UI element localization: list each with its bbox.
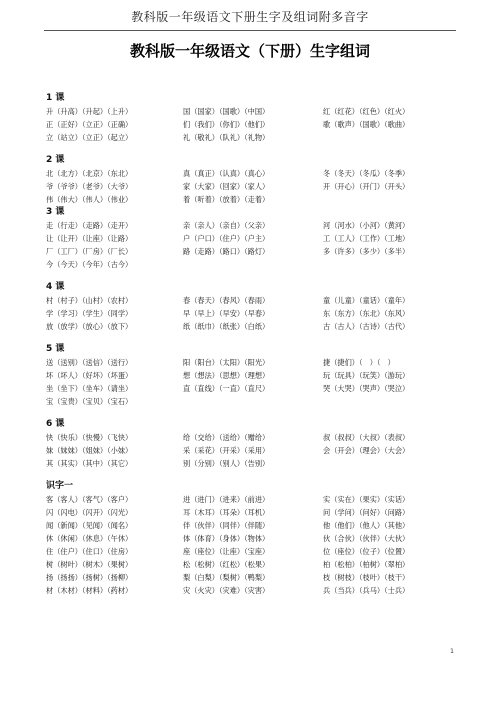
character-entry: 会（开会）（理会）（大会） <box>323 446 410 455</box>
word-row <box>46 320 458 333</box>
character-entry: 红（红花）（红色）（红火） <box>323 107 410 116</box>
section-title: 6 课 <box>46 419 65 429</box>
character-entry: 河（河水）（小河）（黄河） <box>323 221 410 230</box>
character-entry: 升（升高）（升起）（上升） <box>46 107 133 116</box>
running-header: 教科版一年级语文下册生字及组词附多音字 <box>131 10 369 24</box>
character-entry: 歌（歌声）（国歌）（歌曲） <box>323 120 410 129</box>
section-title: 识字一 <box>46 481 74 491</box>
character-entry: 其（其实）（其中）（其它） <box>46 459 133 468</box>
character-entry: 坏（坏人）（好坏）（坏蛋） <box>46 371 133 380</box>
word-row <box>46 369 458 382</box>
character-entry: 妹（妹妹）（姐妹）（小妹） <box>46 446 133 455</box>
page-title: 教科版一年级语文（下册）生字组词 <box>129 42 370 60</box>
word-row <box>46 506 458 519</box>
character-entry: 亲（亲人）（亲自）（父亲） <box>183 221 270 230</box>
lesson-section <box>46 281 458 333</box>
character-entry: 闪（闪电）（闪开）（闪光） <box>46 508 133 517</box>
character-entry: 厂（工厂）（厂房）（厂长） <box>46 247 133 256</box>
word-row <box>46 444 458 457</box>
character-entry <box>323 258 458 271</box>
character-entry: 走（行走）（走路）（走开） <box>46 221 133 230</box>
character-entry: 快（快乐）（快慢）（飞快） <box>46 433 133 442</box>
lesson-section <box>46 206 458 271</box>
character-entry: 想（想法）（思想）（理想） <box>183 371 270 380</box>
word-row <box>46 294 458 307</box>
character-entry: 他（他们）（他人）（其他） <box>323 521 410 530</box>
character-entry: 树（树叶）（树木）（果树） <box>46 560 133 569</box>
section-title: 3 课 <box>46 207 65 217</box>
character-entry: 童（儿童）（童话）（童年） <box>323 296 410 305</box>
character-entry: 枝（树枝）（枝叶）（枝干） <box>323 573 410 582</box>
character-entry: 冬（冬天）（冬瓜）（冬季） <box>323 169 410 178</box>
character-entry: 直（直线）（一直）（直尺） <box>183 384 270 393</box>
character-entry: 东（东方）（东北）（东风） <box>323 309 410 318</box>
word-row <box>46 258 458 271</box>
character-entry: 们（我们）（你们）（他们） <box>183 120 270 129</box>
word-row <box>46 545 458 558</box>
character-entry: 位（座位）（位子）（位置） <box>323 547 410 556</box>
vocabulary-content <box>46 92 458 597</box>
word-row <box>46 307 458 320</box>
word-row <box>46 193 458 206</box>
character-entry: 正（正好）（立正）（正确） <box>46 120 133 129</box>
character-entry: 阳（阳台）（太阳）（阳光） <box>183 358 270 367</box>
word-row <box>46 382 458 395</box>
section-title: 1 课 <box>46 93 65 103</box>
word-row <box>46 431 458 444</box>
word-row <box>46 395 458 408</box>
character-entry: 今（今天）（今年）（古今） <box>46 260 133 269</box>
character-entry: 座（座位）（让座）（宝座） <box>183 547 270 556</box>
character-entry: 松（松树）（红松）（松果） <box>183 560 270 569</box>
character-entry: 伴（伙伴）（同伴）（伴随） <box>183 521 270 530</box>
word-row <box>46 571 458 584</box>
section-title: 4 课 <box>46 282 65 292</box>
word-row <box>46 356 458 369</box>
character-entry: 材（木材）（材料）（药材） <box>46 586 133 595</box>
word-row <box>46 245 458 258</box>
character-entry: 着（听着）（放着）（走着） <box>183 195 270 204</box>
character-entry: 休（休闲）（休息）（午休） <box>46 534 133 543</box>
character-entry: 进（进门）（进来）（前进） <box>183 495 270 504</box>
character-entry <box>323 131 458 144</box>
character-entry: 扬（扬扬）（扬树）（扬柳） <box>46 573 133 582</box>
lesson-section <box>46 154 458 206</box>
header-divider <box>44 30 456 31</box>
character-entry: 兵（当兵）（兵马）（士兵） <box>323 586 410 595</box>
character-entry: 让（让开）（让座）（让路） <box>46 234 133 243</box>
character-entry: 体（体育）（身体）（物体） <box>183 534 270 543</box>
character-entry: 闻（新闻）（见闻）（闻名） <box>46 521 133 530</box>
word-row <box>46 532 458 545</box>
word-row <box>46 457 458 470</box>
character-entry: 路（走路）（路口）（路灯） <box>183 247 270 256</box>
character-entry: 实（实在）（果实）（实话） <box>323 495 410 504</box>
character-entry: 工（工人）（工作）（工地） <box>323 234 410 243</box>
character-entry: 国（国家）（国歌）（中国） <box>183 107 270 116</box>
character-entry: 伙（合伙）（伙伴）（大伙） <box>323 534 410 543</box>
character-entry: 学（学习）（学生）（同学） <box>46 309 133 318</box>
character-entry: 家（大家）（回家）（家人） <box>183 182 270 191</box>
character-entry: 玩（玩具）（玩笑）（游玩） <box>323 371 410 380</box>
word-row <box>46 131 458 144</box>
character-entry: 坐（坐下）（坐车）（请坐） <box>46 384 133 393</box>
character-entry: 送（送别）（送信）（送行） <box>46 358 133 367</box>
character-entry: 真（真正）（认真）（真心） <box>183 169 270 178</box>
word-row <box>46 167 458 180</box>
character-entry: 梨（白梨）（梨树）（鸭梨） <box>183 573 270 582</box>
character-entry: 早（早上）（早安）（早春） <box>183 309 270 318</box>
character-entry: 耳（木耳）（耳朵）（耳机） <box>183 508 270 517</box>
lesson-section <box>46 92 458 144</box>
character-entry: 给（交给）（送给）（赠给） <box>183 433 270 442</box>
word-row <box>46 232 458 245</box>
section-title: 2 课 <box>46 155 65 165</box>
lesson-section <box>46 418 458 470</box>
character-entry <box>323 193 458 206</box>
word-row <box>46 519 458 532</box>
character-entry: 春（春天）（春风）（春雨） <box>183 296 270 305</box>
character-entry <box>183 258 323 271</box>
character-entry: 宝（宝贵）（宝贝）（宝石） <box>46 397 133 406</box>
character-entry <box>183 395 323 408</box>
word-row <box>46 118 458 131</box>
character-entry: 多（许多）（多少）（多半） <box>323 247 410 256</box>
character-entry: 伟（伟大）（伟人）（伟业） <box>46 195 133 204</box>
character-entry: 捷（捷们）（ ）（ ） <box>323 358 395 367</box>
word-row <box>46 219 458 232</box>
character-entry: 礼（敬礼）（队礼）（礼物） <box>183 133 270 142</box>
character-entry: 纸（纸巾）（纸张）（白纸） <box>183 322 270 331</box>
character-entry: 柏（松柏）（柏树）（翠柏） <box>323 560 410 569</box>
character-entry: 住（住户）（住口）（住房） <box>46 547 133 556</box>
character-entry: 开（开心）（开门）（开头） <box>323 182 410 191</box>
character-entry: 问（学问）（问好）（问路） <box>323 508 410 517</box>
character-entry: 哭（大哭）（哭声）（哭泣） <box>323 384 410 393</box>
word-row <box>46 105 458 118</box>
word-row <box>46 180 458 193</box>
section-title: 5 课 <box>46 344 65 354</box>
page-number: 1 <box>450 648 454 655</box>
character-entry: 古（古人）（古诗）（古代） <box>323 322 410 331</box>
word-row <box>46 584 458 597</box>
character-entry: 北（北方）（北京）（东北） <box>46 169 133 178</box>
character-entry: 爷（爷爷）（老爷）（大爷） <box>46 182 133 191</box>
character-entry: 灾（火灾）（灾难）（灾害） <box>183 586 270 595</box>
character-entry: 别（分别）（别人）（告别） <box>183 459 270 468</box>
lesson-section <box>46 480 458 597</box>
character-entry <box>323 395 458 408</box>
character-entry: 户（户口）（住户）（户主） <box>183 234 270 243</box>
word-row <box>46 558 458 571</box>
character-entry: 客（客人）（客气）（客户） <box>46 495 133 504</box>
character-entry: 采（采花）（开采）（采用） <box>183 446 270 455</box>
character-entry <box>323 457 458 470</box>
word-row <box>46 493 458 506</box>
character-entry: 放（放学）（放心）（放下） <box>46 322 133 331</box>
character-entry: 立（站立）（立正）（起立） <box>46 133 133 142</box>
character-entry: 叔（叔叔）（大叔）（表叔） <box>323 433 410 442</box>
lesson-section <box>46 343 458 408</box>
character-entry: 村（村子）（山村）（农村） <box>46 296 133 305</box>
